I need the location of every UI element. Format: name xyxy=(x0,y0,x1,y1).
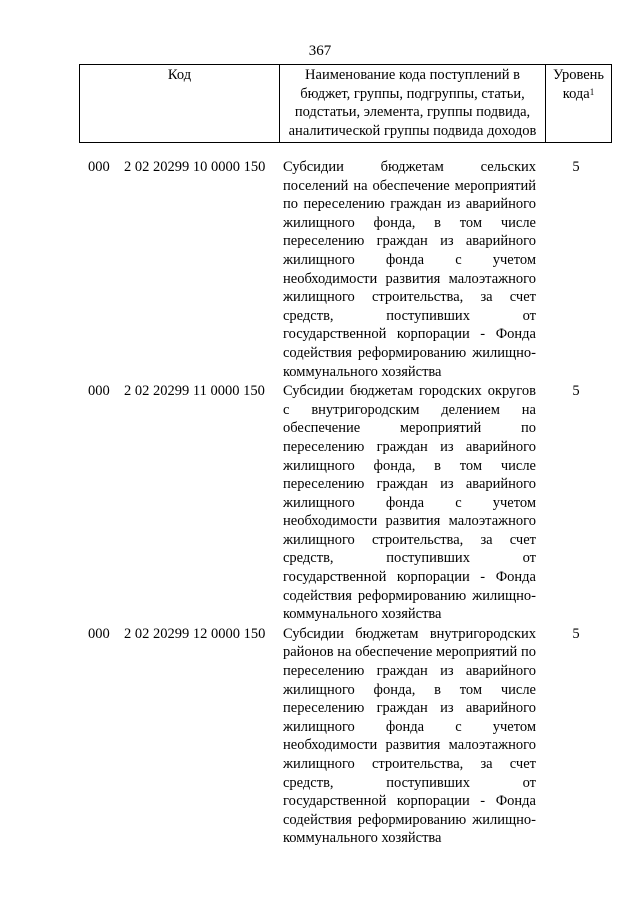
level-value: 5 xyxy=(572,625,580,642)
revenue-code: 2 02 20299 10 0000 150 xyxy=(124,159,266,175)
header-level-footnote: 1 xyxy=(589,86,595,97)
table-body xyxy=(0,158,640,848)
header-code: Код xyxy=(80,65,280,143)
header-level-suffix: а xyxy=(583,85,590,102)
revenue-name: Субсидии бюджетам внутригородских районов на обеспечение мероприятий по переселению граждан из аварийного жилищного фонда, в том числе переселению граждан из аварийного жилищного фонда с учетом необходимости развития малоэтажного жилищного строительства, за счет средств, поступивших от государственной корпорации - Фонда содействия реформированию жилищно-коммунального хозяйства xyxy=(283,625,536,847)
header-level xyxy=(546,65,612,143)
level-value: 5 xyxy=(572,159,580,175)
admin-code: 000 xyxy=(88,159,110,175)
header-level-label: Уровень код xyxy=(552,67,605,102)
revenue-name: Субсидии бюджетам городских округов с внутригородским делением на обеспечение мероприятий по переселению граждан из аварийного жилищного фонда, в том числе переселению граждан из аварийного жилищного фонда с учетом необходимости развития малоэтажного жилищного строительства, за счет средств, поступивших от государственной корпорации - Фонда содействия реформированию жилищно-коммунального хозяйства xyxy=(283,383,536,623)
revenue-name: Субсидии бюджетам сельских поселений на обеспечение мероприятий по переселению граждан из аварийного жилищного фонда, в том числе переселению граждан из аварийного жилищного фонда с учетом необходимости развития малоэтажного жилищного строительства, за счет средств, поступивших от государственной корпорации - Фонда содействия реформированию жилищно-коммунального хозяйства xyxy=(283,159,536,380)
table-row xyxy=(0,158,640,381)
admin-code: 000 xyxy=(88,383,110,400)
page-number: 367 xyxy=(308,43,332,59)
level-value: 5 xyxy=(572,383,580,400)
admin-code: 000 xyxy=(88,625,110,642)
table-row xyxy=(0,625,640,848)
revenue-code: 2 02 20299 11 0000 150 xyxy=(124,383,265,400)
table-row xyxy=(0,382,640,624)
revenue-code: 2 02 20299 12 0000 150 xyxy=(124,625,266,642)
table-header xyxy=(79,64,612,143)
header-name: Наименование кода поступлений в бюджет, группы, подгруппы, статьи, подстатьи, элемента, группы подвида, аналитической группы подвида доходов xyxy=(280,65,546,143)
